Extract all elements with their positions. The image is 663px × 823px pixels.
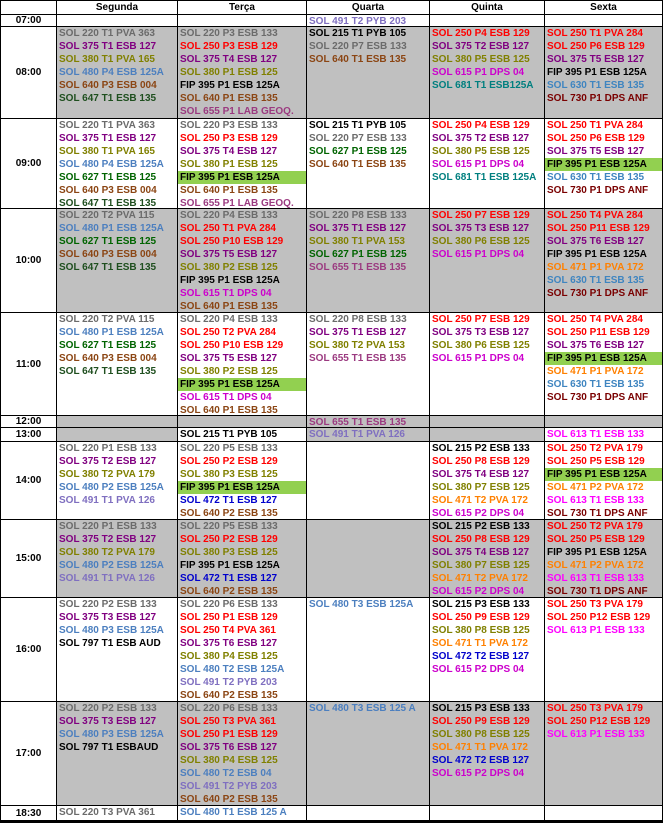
time-label: 14:00 xyxy=(1,442,56,519)
course-entry: SOL 250 P2 ESB 129 xyxy=(180,456,278,467)
course-entry: SOL 480 P1 ESB 125A xyxy=(59,327,164,338)
cell-quarta xyxy=(307,520,429,597)
course-entry: SOL 375 T4 ESB 127 xyxy=(432,547,530,558)
course-entry: SOL 375 T1 ESB 127 xyxy=(309,223,407,234)
course-entry: SOL 480 T2 ESB 04 xyxy=(180,768,272,779)
course-entry: SOL 250 T4 PVA 361 xyxy=(180,625,276,636)
cell-terca xyxy=(178,27,306,118)
course-entry: SOL 220 P4 ESB 133 xyxy=(180,210,278,221)
header-sexta: Sexta xyxy=(545,1,662,14)
course-entry: SOL 375 T6 ESB 127 xyxy=(180,742,278,753)
course-entry: SOL 615 P2 DPS 04 xyxy=(432,586,525,597)
course-entry: SOL 640 P3 ESB 004 xyxy=(59,80,157,91)
cell-quarta xyxy=(307,806,429,820)
course-entry: SOL 220 T1 PVA 363 xyxy=(59,120,155,131)
cell-segunda xyxy=(57,442,177,519)
course-entry: SOL 730 P1 DPS ANF xyxy=(547,288,649,299)
course-entry: SOL 630 T1 ESB 135 xyxy=(547,275,645,286)
course-entry: SOL 491 T1 PVA 126 xyxy=(59,495,155,506)
course-entry: SOL 471 T2 PVA 172 xyxy=(432,495,528,506)
course-entry: SOL 250 P6 ESB 129 xyxy=(547,41,645,52)
course-entry: SOL 250 P11 ESB 129 xyxy=(547,223,650,234)
course-entry: SOL 250 P1 ESB 129 xyxy=(180,729,278,740)
cell-segunda xyxy=(57,27,177,118)
time-label: 10:00 xyxy=(1,209,56,312)
course-entry: SOL 375 T2 ESB 127 xyxy=(59,534,157,545)
course-entry: SOL 220 P2 ESB 133 xyxy=(59,703,157,714)
course-entry: SOL 220 P7 ESB 133 xyxy=(309,133,407,144)
cell-segunda xyxy=(57,598,177,701)
course-entry: SOL 220 T2 PVA 115 xyxy=(59,210,155,221)
course-entry: FIP 395 P1 ESB 125A xyxy=(180,560,280,571)
course-entry: SOL 220 P6 ESB 133 xyxy=(180,599,278,610)
course-entry: SOL 627 T1 ESB 125 xyxy=(59,172,157,183)
cell-segunda xyxy=(57,119,177,208)
cell-quinta xyxy=(430,119,544,208)
course-entry: SOL 491 T1 PVA 126 xyxy=(309,429,405,440)
course-entry: SOL 380 P2 ESB 125 xyxy=(180,262,278,273)
course-entry: SOL 220 P5 ESB 133 xyxy=(180,443,278,454)
course-entry: SOL 375 T6 ESB 127 xyxy=(547,236,645,247)
course-entry: SOL 480 T2 ESB 125A xyxy=(180,664,285,675)
cell-segunda xyxy=(57,428,177,441)
course-entry: SOL 375 T5 ESB 127 xyxy=(180,353,278,364)
course-entry: FIP 395 P1 ESB 125A xyxy=(547,547,647,558)
course-entry: FIP 395 P1 ESB 125A xyxy=(547,67,647,78)
header-quarta: Quarta xyxy=(307,1,429,14)
time-label: 16:00 xyxy=(1,598,56,701)
cell-terca xyxy=(178,806,306,820)
course-entry: SOL 375 T3 ESB 127 xyxy=(59,716,157,727)
course-entry: SOL 220 P3 ESB 133 xyxy=(180,28,278,39)
course-entry: SOL 627 P1 ESB 125 xyxy=(309,249,407,260)
course-entry: SOL 380 P5 ESB 125 xyxy=(432,146,530,157)
cell-quinta xyxy=(430,209,544,312)
cell-quarta xyxy=(307,209,429,312)
cell-quinta xyxy=(430,598,544,701)
course-entry: SOL 375 T1 ESB 127 xyxy=(59,133,157,144)
cell-segunda xyxy=(57,209,177,312)
cell-quarta xyxy=(307,702,429,805)
course-entry: SOL 480 P1 ESB 125A xyxy=(59,223,164,234)
course-entry: SOL 655 T1 ESB 135 xyxy=(309,417,407,427)
time-label: 12:00 xyxy=(1,416,56,427)
course-entry: SOL 250 T1 PVA 284 xyxy=(180,223,276,234)
cell-sexta xyxy=(545,209,662,312)
cell-terca xyxy=(178,428,306,441)
course-entry: SOL 640 P2 ESB 135 xyxy=(180,508,278,519)
course-entry: SOL 615 P1 DPS 04 xyxy=(432,159,525,170)
course-entry: SOL 375 T3 ESB 127 xyxy=(59,612,157,623)
course-entry: SOL 613 T1 ESB 133 xyxy=(547,495,645,506)
course-entry: SOL 250 P1 ESB 129 xyxy=(180,612,278,623)
header-segunda: Segunda xyxy=(57,1,177,14)
course-entry: SOL 730 P1 DPS ANF xyxy=(547,185,649,196)
course-entry: SOL 220 P1 ESB 133 xyxy=(59,521,157,532)
course-entry: SOL 640 P3 ESB 004 xyxy=(59,249,157,260)
course-entry: SOL 250 P8 ESB 129 xyxy=(432,456,530,467)
time-label: 07:00 xyxy=(1,15,56,26)
cell-segunda xyxy=(57,313,177,415)
course-entry: SOL 380 T1 PVA 153 xyxy=(309,236,405,247)
course-entry: SOL 480 P4 ESB 125A xyxy=(59,159,164,170)
course-entry: SOL 655 P1 LAB GEOQ. xyxy=(180,198,294,208)
time-label: 09:00 xyxy=(1,119,56,208)
cell-quinta xyxy=(430,806,544,820)
course-entry: SOL 375 T4 ESB 127 xyxy=(180,146,278,157)
course-entry: SOL 375 T6 ESB 127 xyxy=(180,638,278,649)
course-entry: SOL 375 T4 ESB 127 xyxy=(180,54,278,65)
course-entry: SOL 380 P8 ESB 125 xyxy=(432,625,530,636)
course-entry: SOL 250 T1 PVA 284 xyxy=(547,120,643,131)
cell-segunda xyxy=(57,806,177,820)
course-entry: SOL 681 T1 ESB125A xyxy=(432,80,534,91)
course-entry: SOL 375 T3 ESB 127 xyxy=(432,223,530,234)
course-entry: SOL 627 T1 ESB 125 xyxy=(59,236,157,247)
course-entry: FIP 395 P1 ESB 125A xyxy=(547,249,647,260)
course-entry: SOL 250 P9 ESB 129 xyxy=(432,612,530,623)
course-entry: SOL 615 P2 DPS 04 xyxy=(432,664,525,675)
course-entry: SOL 640 T1 ESB 135 xyxy=(309,54,407,65)
time-label: 15:00 xyxy=(1,520,56,597)
cell-sexta xyxy=(545,702,662,805)
course-entry: SOL 471 P2 PVA 172 xyxy=(547,560,644,571)
cell-quarta xyxy=(307,15,429,26)
course-entry: SOL 215 P2 ESB 133 xyxy=(432,521,530,532)
course-entry: SOL 220 P8 ESB 133 xyxy=(309,314,407,325)
course-entry: SOL 797 T1 ESBAUD xyxy=(59,742,159,753)
cell-quarta xyxy=(307,428,429,441)
course-entry: SOL 375 T5 ESB 127 xyxy=(547,54,645,65)
course-entry: SOL 250 P7 ESB 129 xyxy=(432,314,530,325)
course-entry: FIP 395 P1 ESB 125A xyxy=(178,481,306,494)
course-entry: SOL 380 P7 ESB 125 xyxy=(432,482,530,493)
course-entry: SOL 250 T3 PVA 179 xyxy=(547,599,643,610)
cell-terca xyxy=(178,442,306,519)
course-entry: SOL 380 T2 PVA 179 xyxy=(59,547,155,558)
course-entry: SOL 380 P6 ESB 125 xyxy=(432,340,530,351)
course-entry: SOL 375 T2 ESB 127 xyxy=(59,456,157,467)
course-entry: SOL 220 P1 ESB 133 xyxy=(59,443,157,454)
course-entry: SOL 380 P4 ESB 125 xyxy=(180,651,278,662)
cell-terca xyxy=(178,313,306,415)
course-entry: SOL 630 T1 ESB 135 xyxy=(547,80,645,91)
course-entry: SOL 380 P1 ESB 125 xyxy=(180,159,278,170)
course-entry: SOL 250 P7 ESB 129 xyxy=(432,210,530,221)
course-entry: SOL 380 P1 ESB 125 xyxy=(180,67,278,78)
course-entry: SOL 380 P7 ESB 125 xyxy=(432,560,530,571)
course-entry: SOL 215 T1 PYB 105 xyxy=(309,28,407,39)
course-entry: SOL 250 P6 ESB 129 xyxy=(547,133,645,144)
time-label: 11:00 xyxy=(1,313,56,415)
cell-terca xyxy=(178,209,306,312)
course-entry: SOL 491 T2 PYB 203 xyxy=(180,781,278,792)
course-entry: SOL 220 T3 PVA 361 xyxy=(59,807,155,818)
course-entry: SOL 615 T1 DPS 04 xyxy=(180,288,272,299)
course-entry: SOL 730 T1 DPS ANF xyxy=(547,586,648,597)
course-entry: SOL 613 P1 ESB 133 xyxy=(547,729,645,740)
cell-sexta xyxy=(545,119,662,208)
course-entry: SOL 375 T5 ESB 127 xyxy=(547,146,645,157)
course-entry: SOL 250 P4 ESB 129 xyxy=(432,28,530,39)
course-entry: SOL 471 P1 PVA 172 xyxy=(547,366,644,377)
course-entry: SOL 250 P9 ESB 129 xyxy=(432,716,530,727)
course-entry: SOL 215 T1 PYB 105 xyxy=(178,428,306,441)
cell-sexta xyxy=(545,27,662,118)
course-entry: SOL 250 P10 ESB 129 xyxy=(180,340,284,351)
course-entry: SOL 220 P8 ESB 133 xyxy=(309,210,407,221)
course-entry: SOL 655 T1 ESB 135 xyxy=(309,353,407,364)
course-entry: SOL 215 P2 ESB 133 xyxy=(432,443,530,454)
cell-quinta xyxy=(430,520,544,597)
cell-terca xyxy=(178,15,306,26)
course-entry: SOL 220 P5 ESB 133 xyxy=(180,521,278,532)
course-entry: SOL 215 P3 ESB 133 xyxy=(432,599,530,610)
course-entry: SOL 627 P1 ESB 125 xyxy=(309,146,407,157)
course-entry: SOL 380 T2 PVA 179 xyxy=(59,469,155,480)
cell-terca xyxy=(178,702,306,805)
header-blank xyxy=(1,1,56,14)
course-entry: SOL 250 T2 PVA 179 xyxy=(547,521,643,532)
course-entry: SOL 471 P1 PVA 172 xyxy=(547,262,644,273)
course-entry: FIP 395 P1 ESB 125A xyxy=(180,275,280,286)
course-entry: SOL 471 T2 PVA 172 xyxy=(432,573,528,584)
course-entry: SOL 491 T2 PYB 203 xyxy=(309,16,407,26)
course-entry: SOL 480 P3 ESB 125A xyxy=(59,625,164,636)
course-entry: SOL 615 P1 DPS 04 xyxy=(432,67,525,78)
course-entry: SOL 640 P2 ESB 135 xyxy=(180,586,278,597)
course-entry: SOL 640 P2 ESB 135 xyxy=(180,690,278,701)
cell-quarta xyxy=(307,598,429,701)
course-entry: SOL 640 T1 ESB 135 xyxy=(309,159,407,170)
cell-sexta xyxy=(545,442,662,519)
cell-sexta xyxy=(545,15,662,26)
time-label: 18:30 xyxy=(1,806,56,820)
course-entry: SOL 215 P3 ESB 133 xyxy=(432,703,530,714)
course-entry: SOL 380 P3 ESB 125 xyxy=(180,547,278,558)
course-entry: SOL 250 T1 PVA 284 xyxy=(547,28,643,39)
course-entry: SOL 380 P4 ESB 125 xyxy=(180,755,278,766)
course-entry: SOL 640 P1 ESB 135 xyxy=(180,93,278,104)
course-entry: SOL 647 T1 ESB 135 xyxy=(59,262,157,273)
cell-segunda xyxy=(57,15,177,26)
cell-sexta xyxy=(545,313,662,415)
cell-segunda xyxy=(57,520,177,597)
course-entry: SOL 375 T2 ESB 127 xyxy=(432,133,530,144)
cell-quarta xyxy=(307,119,429,208)
course-entry: SOL 613 P1 ESB 133 xyxy=(547,625,645,636)
course-entry: SOL 480 P4 ESB 125A xyxy=(59,67,164,78)
course-entry: SOL 250 T3 PVA 361 xyxy=(180,716,276,727)
course-entry: SOL 640 P1 ESB 135 xyxy=(180,405,278,415)
cell-sexta xyxy=(545,520,662,597)
course-entry: SOL 472 T1 ESB 127 xyxy=(180,573,278,584)
course-entry: SOL 472 T2 ESB 127 xyxy=(432,755,530,766)
course-entry: SOL 215 T1 PYB 105 xyxy=(309,120,407,131)
course-entry: FIP 395 P1 ESB 125A xyxy=(178,171,306,184)
course-entry: SOL 615 T1 DPS 04 xyxy=(180,392,272,403)
course-entry: SOL 630 T1 ESB 135 xyxy=(547,172,645,183)
cell-quinta xyxy=(430,442,544,519)
cell-quinta xyxy=(430,428,544,441)
cell-quarta xyxy=(307,313,429,415)
course-entry: SOL 480 P2 ESB 125A xyxy=(59,482,164,493)
course-entry: SOL 380 T1 PVA 165 xyxy=(59,146,155,157)
course-entry: SOL 480 P2 ESB 125A xyxy=(59,560,164,571)
course-entry: SOL 380 T1 PVA 165 xyxy=(59,54,155,65)
course-entry: SOL 250 T3 PVA 179 xyxy=(547,703,643,714)
course-entry: SOL 640 P2 ESB 135 xyxy=(180,794,278,805)
course-entry: SOL 250 P10 ESB 129 xyxy=(180,236,284,247)
header-terca: Terça xyxy=(178,1,306,14)
time-label: 17:00 xyxy=(1,702,56,805)
course-entry: SOL 472 T2 ESB 127 xyxy=(432,651,530,662)
cell-terca xyxy=(178,520,306,597)
course-entry: SOL 220 P7 ESB 133 xyxy=(309,41,407,52)
course-entry: SOL 375 T2 ESB 127 xyxy=(432,41,530,52)
course-entry: SOL 480 T3 ESB 125 A xyxy=(309,703,416,714)
course-entry: SOL 730 T1 DPS ANF xyxy=(547,508,648,519)
course-entry: SOL 250 T2 PVA 179 xyxy=(547,443,643,454)
cell-quinta xyxy=(430,313,544,415)
course-entry: FIP 395 P1 ESB 125A xyxy=(180,80,280,91)
course-entry: SOL 375 T6 ESB 127 xyxy=(547,340,645,351)
cell-terca xyxy=(178,119,306,208)
cell-quinta xyxy=(430,702,544,805)
time-label: 13:00 xyxy=(1,428,56,441)
course-entry: SOL 375 T1 ESB 127 xyxy=(59,41,157,52)
course-entry: SOL 380 P3 ESB 125 xyxy=(180,469,278,480)
course-entry: SOL 250 P8 ESB 129 xyxy=(432,534,530,545)
course-entry: SOL 613 T1 ESB 133 xyxy=(547,573,645,584)
course-entry: SOL 250 P11 ESB 129 xyxy=(547,327,650,338)
course-entry: FIP 395 P1 ESB 125A xyxy=(545,468,662,481)
course-entry: SOL 250 T4 PVA 284 xyxy=(547,314,643,325)
course-entry: SOL 615 P2 DPS 04 xyxy=(432,768,525,779)
course-entry: SOL 615 P1 DPS 04 xyxy=(432,249,525,260)
course-entry: SOL 480 T1 ESB 125 A xyxy=(180,807,287,818)
course-entry: SOL 627 T1 ESB 125 xyxy=(59,340,157,351)
course-entry: SOL 640 P1 ESB 135 xyxy=(180,301,278,312)
course-entry: SOL 471 P2 PVA 172 xyxy=(547,482,644,493)
course-entry: SOL 647 T1 ESB 135 xyxy=(59,366,157,377)
cell-quinta xyxy=(430,27,544,118)
course-entry: SOL 655 P1 LAB GEOQ. xyxy=(180,106,294,117)
course-entry: SOL 480 T3 ESB 125A xyxy=(309,599,414,610)
course-entry: SOL 630 T1 ESB 135 xyxy=(547,379,645,390)
course-entry: SOL 640 P3 ESB 004 xyxy=(59,353,157,364)
course-entry: SOL 730 P1 DPS ANF xyxy=(547,392,649,403)
course-entry: SOL 220 T2 PVA 115 xyxy=(59,314,155,325)
course-entry: SOL 250 P5 ESB 129 xyxy=(547,456,645,467)
course-entry: SOL 250 T4 PVA 284 xyxy=(547,210,643,221)
header-quinta: Quinta xyxy=(430,1,544,14)
course-entry: SOL 491 T2 PYB 203 xyxy=(180,677,278,688)
course-entry: SOL 380 P6 ESB 125 xyxy=(432,236,530,247)
course-entry: SOL 380 T2 PVA 153 xyxy=(309,340,405,351)
course-entry: SOL 250 P12 ESB 129 xyxy=(547,716,651,727)
cell-sexta xyxy=(545,806,662,820)
time-label: 08:00 xyxy=(1,27,56,118)
course-entry: SOL 472 T1 ESB 127 xyxy=(180,495,278,506)
course-entry: SOL 681 T1 ESB 125A xyxy=(432,172,537,183)
course-entry: SOL 613 T1 ESB 133 xyxy=(545,428,662,441)
course-entry: SOL 220 T1 PVA 363 xyxy=(59,28,155,39)
course-entry: SOL 471 T1 PVA 172 xyxy=(432,742,528,753)
course-entry: SOL 375 T3 ESB 127 xyxy=(432,327,530,338)
cell-quinta xyxy=(430,416,544,427)
cell-quarta xyxy=(307,27,429,118)
course-entry: FIP 395 P1 ESB 125A xyxy=(545,158,662,171)
cell-sexta xyxy=(545,428,662,441)
course-entry: SOL 615 P1 DPS 04 xyxy=(432,353,525,364)
cell-segunda xyxy=(57,416,177,427)
course-entry: SOL 375 T1 ESB 127 xyxy=(309,327,407,338)
course-entry: SOL 615 P2 DPS 04 xyxy=(432,508,525,519)
course-entry: SOL 480 P3 ESB 125A xyxy=(59,729,164,740)
course-entry: SOL 380 P2 ESB 125 xyxy=(180,366,278,377)
cell-terca xyxy=(178,598,306,701)
course-entry: SOL 250 P3 ESB 129 xyxy=(180,41,278,52)
course-entry: SOL 491 T1 PVA 126 xyxy=(59,573,155,584)
cell-quinta xyxy=(430,15,544,26)
course-entry: SOL 220 P3 ESB 133 xyxy=(180,120,278,131)
course-entry: SOL 250 T2 PVA 284 xyxy=(180,327,276,338)
course-entry: SOL 640 P3 ESB 004 xyxy=(59,185,157,196)
cell-segunda xyxy=(57,702,177,805)
course-entry: SOL 380 P5 ESB 125 xyxy=(432,54,530,65)
course-entry: SOL 220 P4 ESB 133 xyxy=(180,314,278,325)
course-entry: SOL 797 T1 ESB AUD xyxy=(59,638,161,649)
course-entry: SOL 375 T5 ESB 127 xyxy=(180,249,278,260)
course-entry: SOL 375 T4 ESB 127 xyxy=(432,469,530,480)
course-entry: SOL 250 P12 ESB 129 xyxy=(547,612,651,623)
course-entry: SOL 730 P1 DPS ANF xyxy=(547,93,649,104)
course-entry: SOL 250 P3 ESB 129 xyxy=(180,133,278,144)
course-entry: SOL 640 P1 ESB 135 xyxy=(180,185,278,196)
cell-sexta xyxy=(545,598,662,701)
course-entry: FIP 395 P1 ESB 125A xyxy=(178,378,306,391)
cell-terca xyxy=(178,416,306,427)
course-entry: SOL 220 P6 ESB 133 xyxy=(180,703,278,714)
cell-quarta xyxy=(307,442,429,519)
cell-quarta xyxy=(307,416,429,427)
course-entry: SOL 655 T1 ESB 135 xyxy=(309,262,407,273)
course-entry: SOL 250 P5 ESB 129 xyxy=(547,534,645,545)
course-entry: SOL 647 T1 ESB 135 xyxy=(59,93,157,104)
cell-sexta xyxy=(545,416,662,427)
course-entry: FIP 395 P1 ESB 125A xyxy=(545,352,662,365)
course-entry: SOL 250 P4 ESB 129 xyxy=(432,120,530,131)
course-entry: SOL 471 T1 PVA 172 xyxy=(432,638,528,649)
course-entry: SOL 380 P8 ESB 125 xyxy=(432,729,530,740)
course-entry: SOL 220 P2 ESB 133 xyxy=(59,599,157,610)
course-entry: SOL 250 P2 ESB 129 xyxy=(180,534,278,545)
course-entry: SOL 647 T1 ESB 135 xyxy=(59,198,157,208)
